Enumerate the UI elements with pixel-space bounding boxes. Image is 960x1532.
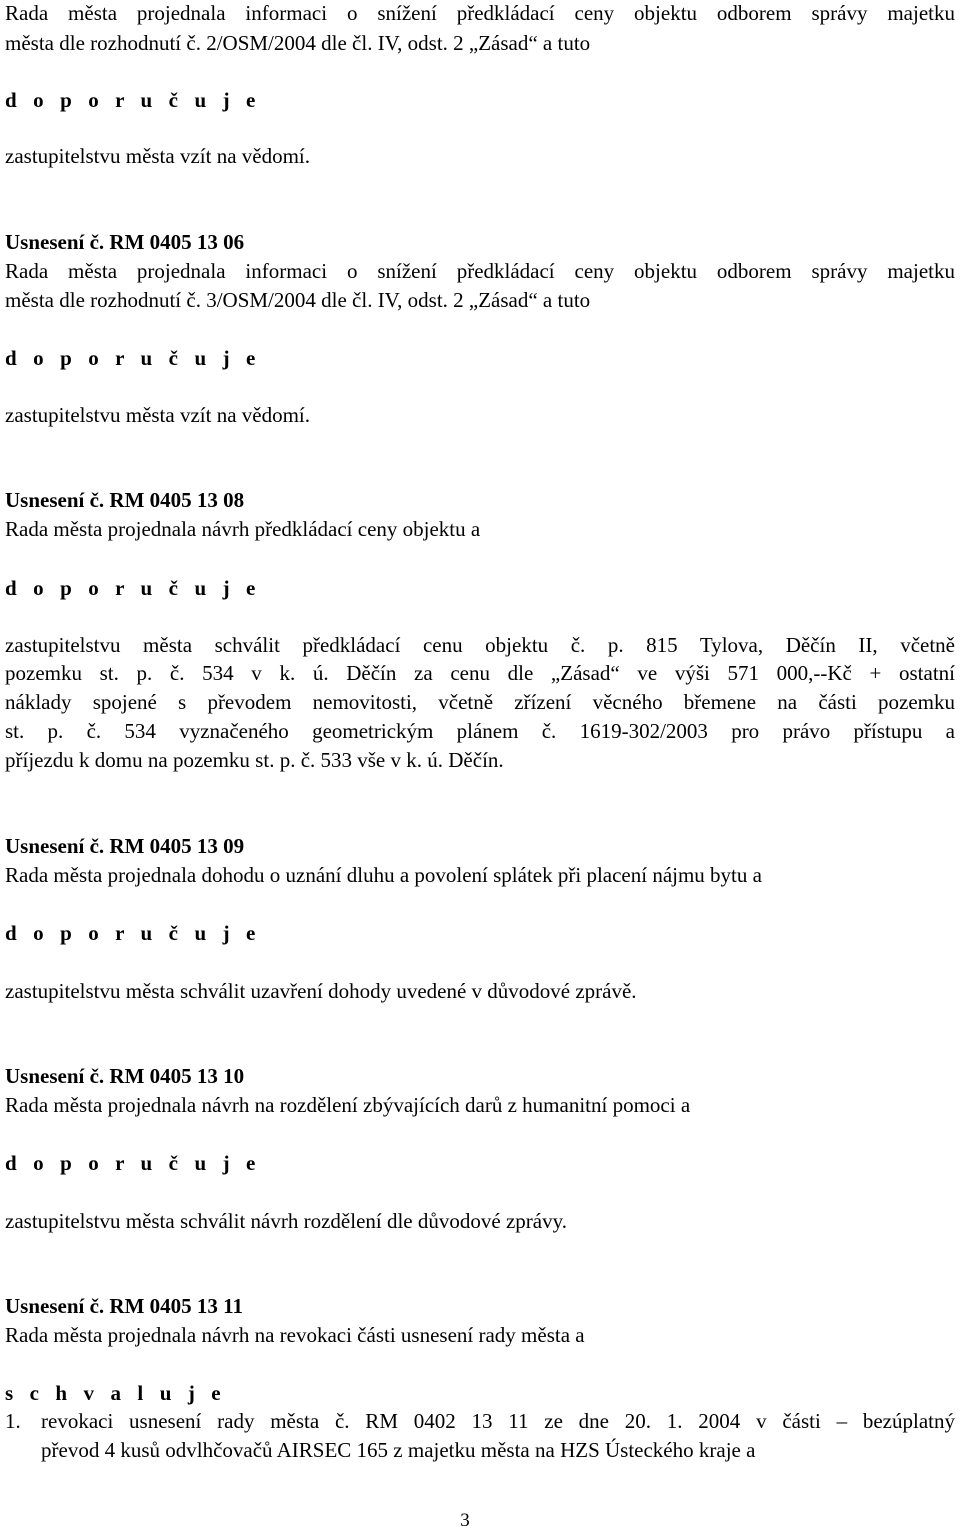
list-item-line: převod 4 kusů odvlhčovačů AIRSEC 165 z majetku města na HZS Ústeckého kraje a — [41, 1438, 756, 1462]
recommend-label: d o p o r u č u j e — [5, 346, 261, 370]
decision-text-line: pozemku st. p. č. 534 v k. ú. Děčín za cenu dle „Zásad“ ve výši 571 000,--Kč + ostatní — [5, 661, 955, 685]
decision-text-line: st. p. č. 534 vyznačeného geometrickým plánem č. 1619-302/2003 pro právo přístupu a — [5, 719, 955, 743]
resolution-paragraph-line: Rada města projednala návrh na rozdělení zbývajících darů z humanitní pomoci a — [5, 1093, 691, 1117]
decision-text-line: příjezdu k domu na pozemku st. p. č. 533 vše v k. ú. Děčín. — [5, 748, 504, 772]
list-item-line: revokaci usnesení rady města č. RM 0402 13 11 ze dne 20. 1. 2004 v části – bezúplatný — [41, 1409, 955, 1433]
recommend-label: d o p o r u č u j e — [5, 921, 261, 945]
page-number: 3 — [460, 1510, 470, 1531]
decision-text: zastupitelstvu města schválit návrh rozdělení dle důvodové zprávy. — [5, 1209, 567, 1233]
resolution-paragraph-line: Rada města projednala informaci o snížení předkládací ceny objektu odborem správy majetku — [5, 259, 955, 283]
decision-text: zastupitelstvu města vzít na vědomí. — [5, 403, 311, 427]
recommend-label: d o p o r u č u j e — [5, 88, 261, 112]
decision-text-line: náklady spojené s převodem nemovitosti, včetně zřízení věcného břemene na části pozemku — [5, 690, 955, 714]
resolution-heading: Usnesení č. RM 0405 13 06 — [5, 230, 245, 254]
list-item-number: 1. — [5, 1409, 21, 1433]
approve-label: s c h v a l u j e — [5, 1381, 227, 1405]
recommend-label: d o p o r u č u j e — [5, 576, 261, 600]
resolution-paragraph-line: Rada města projednala návrh na revokaci části usnesení rady města a — [5, 1323, 585, 1347]
top-paragraph-line-2: města dle rozhodnutí č. 2/OSM/2004 dle čl. IV, odst. 2 „Zásad“ a tuto — [5, 31, 591, 55]
top-paragraph-line-1: Rada města projednala informaci o snížení předkládací ceny objektu odborem správy majetku — [5, 1, 955, 25]
resolution-paragraph-line: Rada města projednala návrh předkládací ceny objektu a — [5, 517, 481, 541]
resolution-heading: Usnesení č. RM 0405 13 08 — [5, 488, 245, 512]
resolution-heading: Usnesení č. RM 0405 13 10 — [5, 1064, 245, 1088]
decision-text: zastupitelstvu města vzít na vědomí. — [5, 144, 311, 168]
decision-text-line: zastupitelstvu města schválit předkládací cenu objektu č. p. 815 Tylova, Děčín II, včetně — [5, 633, 955, 657]
decision-text: zastupitelstvu města schválit uzavření dohody uvedené v důvodové zprávě. — [5, 979, 637, 1003]
resolution-paragraph-line: Rada města projednala dohodu o uznání dluhu a povolení splátek při placení nájmu bytu a — [5, 863, 762, 887]
resolution-heading: Usnesení č. RM 0405 13 11 — [5, 1294, 243, 1318]
recommend-label: d o p o r u č u j e — [5, 1151, 261, 1175]
resolution-heading: Usnesení č. RM 0405 13 09 — [5, 834, 245, 858]
resolution-paragraph-line: města dle rozhodnutí č. 3/OSM/2004 dle čl. IV, odst. 2 „Zásad“ a tuto — [5, 288, 591, 312]
